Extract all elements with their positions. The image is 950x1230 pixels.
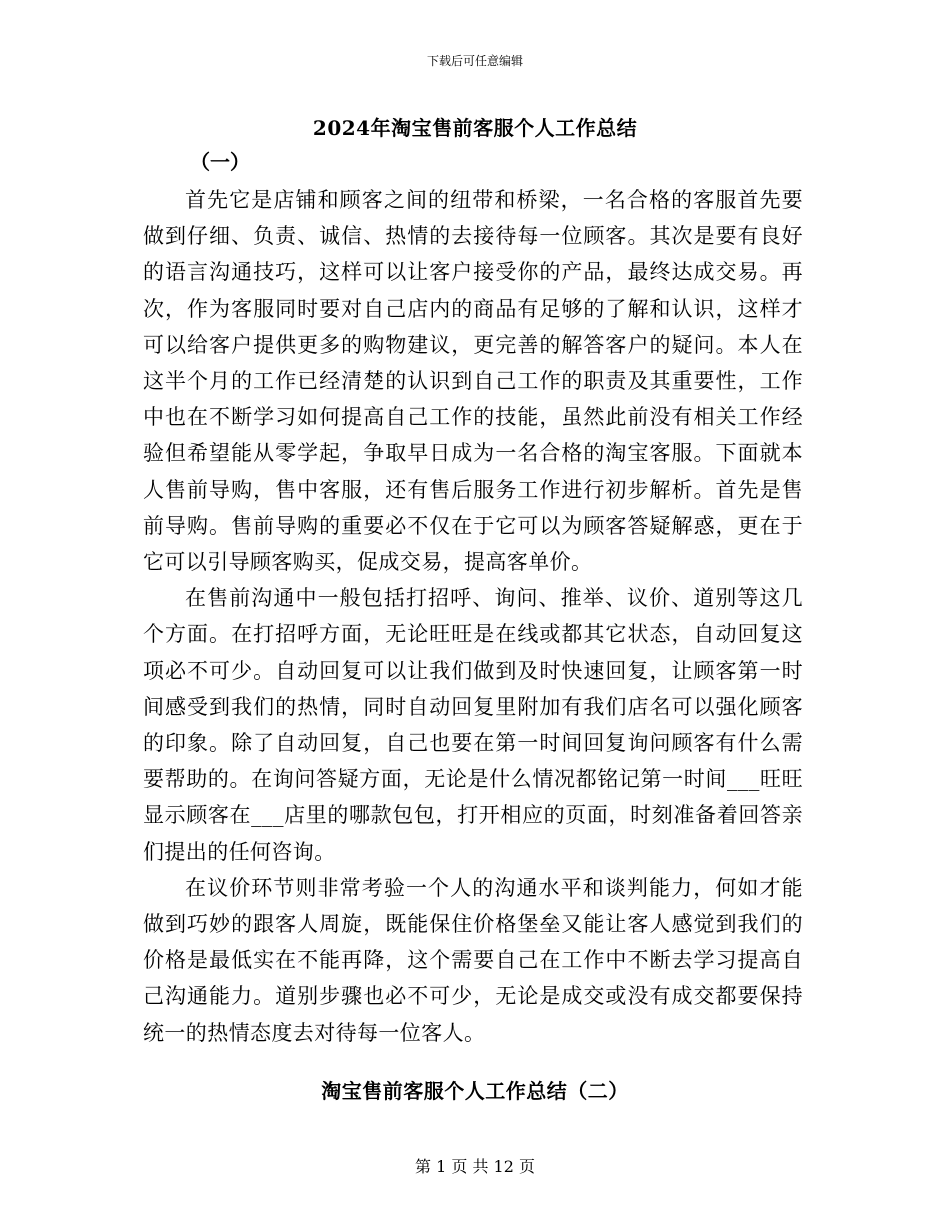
paragraph-2: 在售前沟通中一般包括打招呼、询问、推举、议价、道别等这几个方面。在打招呼方面，无论旺旺是在线或都其它状态，自动回复这项必不可少。自动回复可以让我们做到及时快速回复，让顾客第一时间感受到我们的热情，同时自动回复里附加有我们店名可以强化顾客的印象。除了自动回复，自己也要在第一时间回复询问顾客有什么需要帮助的。在询问答疑方面，无论是什么情况都铭记第一时间___旺旺显示顾客在___店里的哪款包包，打开相应的页面，时刻准备着回答亲们提出的任何咨询。 (143, 586, 803, 864)
document-title: 2024年淘宝售前客服个人工作总结 (312, 116, 638, 140)
page-footer: 第 1 页 共 12 页 (415, 1157, 535, 1176)
page-header-note: 下载后可任意编辑 (426, 54, 523, 68)
section-title: 淘宝售前客服个人工作总结（二） (321, 1079, 629, 1103)
document-body (143, 182, 803, 1051)
paragraph-3: 在议价环节则非常考验一个人的沟通水平和谈判能力，何如才能做到巧妙的跟客人周旋，既能保住价格堡垒又能让客人感觉到我们的价格是最低实在不能再降，这个需要自己在工作中不断去学习提高自己沟通能力。道别步骤也必不可少，无论是成交或没有成交都要保持统一的热情态度去对待每一位客人。 (143, 875, 803, 1045)
part-label: （一） (190, 150, 250, 174)
paragraph-1: 首先它是店铺和顾客之间的纽带和桥梁，一名合格的客服首先要做到仔细、负责、诚信、热情的去接待每一位顾客。其次是要有良好的语言沟通技巧，这样可以让客户接受你的产品，最终达成交易。再次，作为客服同时要对自己店内的商品有足够的了解和认识，这样才可以给客户提供更多的购物建议，更完善的解答客户的疑问。本人在这半个月的工作已经清楚的认识到自己工作的职责及其重要性，工作中也在不断学习如何提高自己工作的技能，虽然此前没有相关工作经验但希望能从零学起，争取早日成为一名合格的淘宝客服。下面就本人售前导购，售中客服，还有售后服务工作进行初步解析。首先是售前导购。售前导购的重要必不仅在于它可以为顾客答疑解惑，更在于它可以引导顾客购买，促成交易，提高客单价。 (143, 188, 803, 575)
